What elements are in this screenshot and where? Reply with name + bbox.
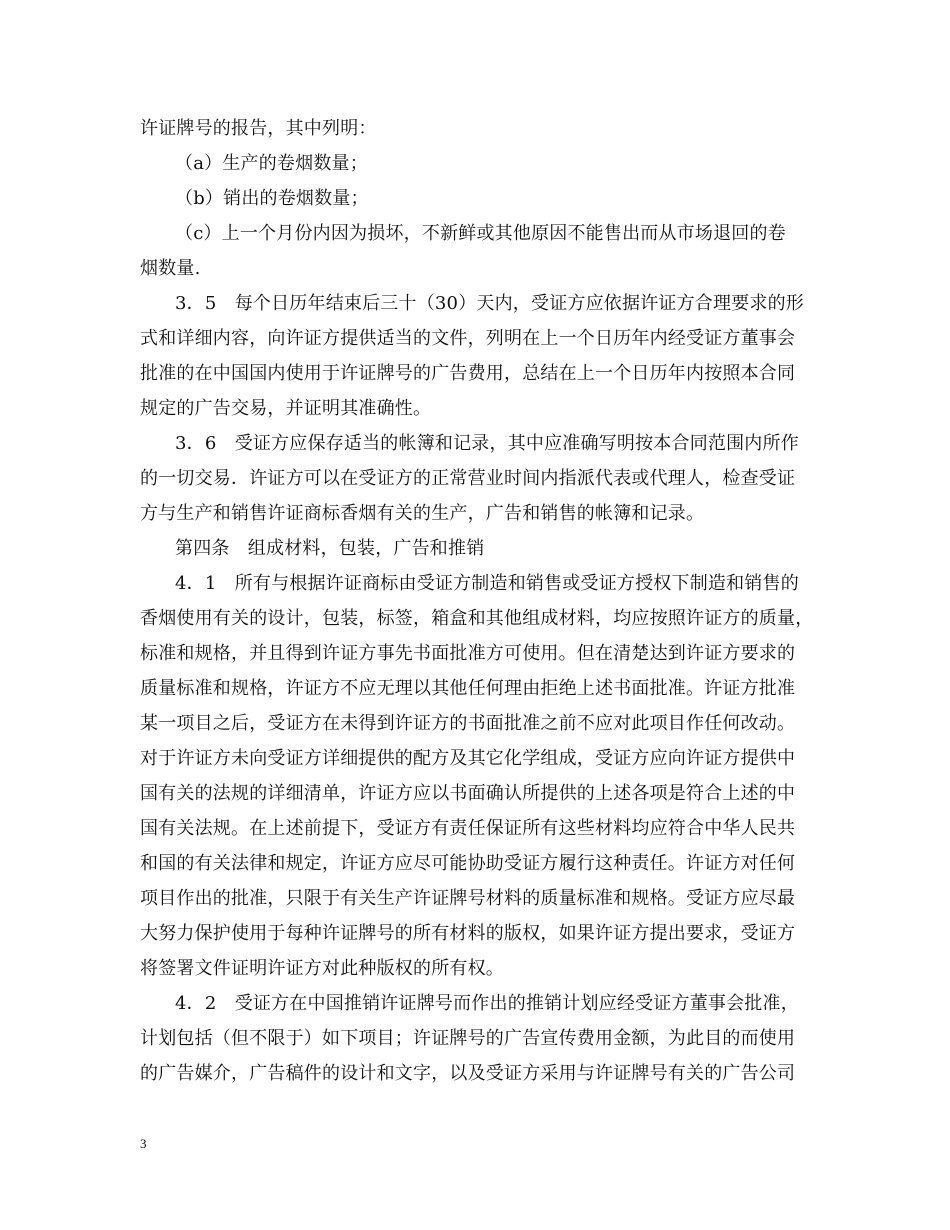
text-line: 许证牌号的报告，其中列明：: [140, 118, 377, 139]
text-line: 烟数量.: [140, 258, 201, 279]
section-heading: 第四条 组成材料，包装，广告和推销: [175, 538, 485, 559]
text-line: 的广告媒介，广告稿件的设计和文字，以及受证方采用与许证牌号有关的广告公司: [140, 1063, 796, 1084]
text-line: 3．5 每个日历年结束后三十（30）天内，受证方应依据许证方合理要求的形: [175, 293, 805, 314]
text-line: 将签署文件证明许证方对此种版权的所有权。: [140, 958, 504, 979]
text-line: 大努力保护使用于每种许证牌号的所有材料的版权，如果许证方提出要求，受证方: [140, 923, 796, 944]
text-line: 批准的在中国国内使用于许证牌号的广告费用，总结在上一个日历年内按照本合同: [140, 363, 796, 384]
page-number: 3: [140, 1136, 147, 1151]
text-line: （b）销出的卷烟数量；: [175, 188, 369, 209]
text-line: 4．2 受证方在中国推销许证牌号而作出的推销计划应经受证方董事会批准，: [175, 993, 799, 1014]
text-line: 规定的广告交易，并证明其准确性。: [140, 398, 432, 419]
text-line: 某一项目之后，受证方在未得到许证方的书面批准之前不应对此项目作任何改动。: [140, 713, 796, 734]
text-line: 项目作出的批准，只限于有关生产许证牌号材料的质量标准和规格。受证方应尽最: [140, 888, 796, 909]
text-line: 方与生产和销售许证商标香烟有关的生产，广告和销售的帐簿和记录。: [140, 503, 705, 524]
text-line: 的一切交易．许证方可以在受证方的正常营业时间内指派代表或代理人，检查受证: [140, 468, 796, 489]
text-line: （c）上一个月份内因为损坏，不新鲜或其他原因不能售出而从市场退回的卷: [175, 223, 786, 244]
text-line: 对于许证方未向受证方详细提供的配方及其它化学组成，受证方应向许证方提供中: [140, 748, 796, 769]
text-line: 3．6 受证方应保存适当的帐簿和记录，其中应准确写明按本合同范围内所作: [175, 433, 799, 454]
text-line: 标准和规格，并且得到许证方事先书面批准方可使用。但在清楚达到许证方要求的: [140, 643, 796, 664]
text-line: 计划包括（但不限于）如下项目；许证牌号的广告宣传费用金额，为此目的而使用: [140, 1028, 796, 1049]
text-line: 质量标准和规格，许证方不应无理以其他任何理由拒绝上述书面批准。许证方批准: [140, 678, 796, 699]
text-line: （a）生产的卷烟数量；: [175, 153, 368, 174]
text-line: 式和详细内容，向许证方提供适当的文件，列明在上一个日历年内经受证方董事会: [140, 328, 796, 349]
text-line: 国有关法规。在上述前提下，受证方有责任保证所有这些材料均应符合中华人民共: [140, 818, 796, 839]
text-line: 和国的有关法律和规定，许证方应尽可能协助受证方履行这种责任。许证方对任何: [140, 853, 796, 874]
text-line: 国有关的法规的详细清单，许证方应以书面确认所提供的上述各项是符合上述的中: [140, 783, 796, 804]
text-line: 香烟使用有关的设计，包装，标签，箱盒和其他组成材料，均应按照许证方的质量，: [140, 608, 814, 629]
text-line: 4．1 所有与根据许证商标由受证方制造和销售或受证方授权下制造和销售的: [175, 573, 799, 594]
